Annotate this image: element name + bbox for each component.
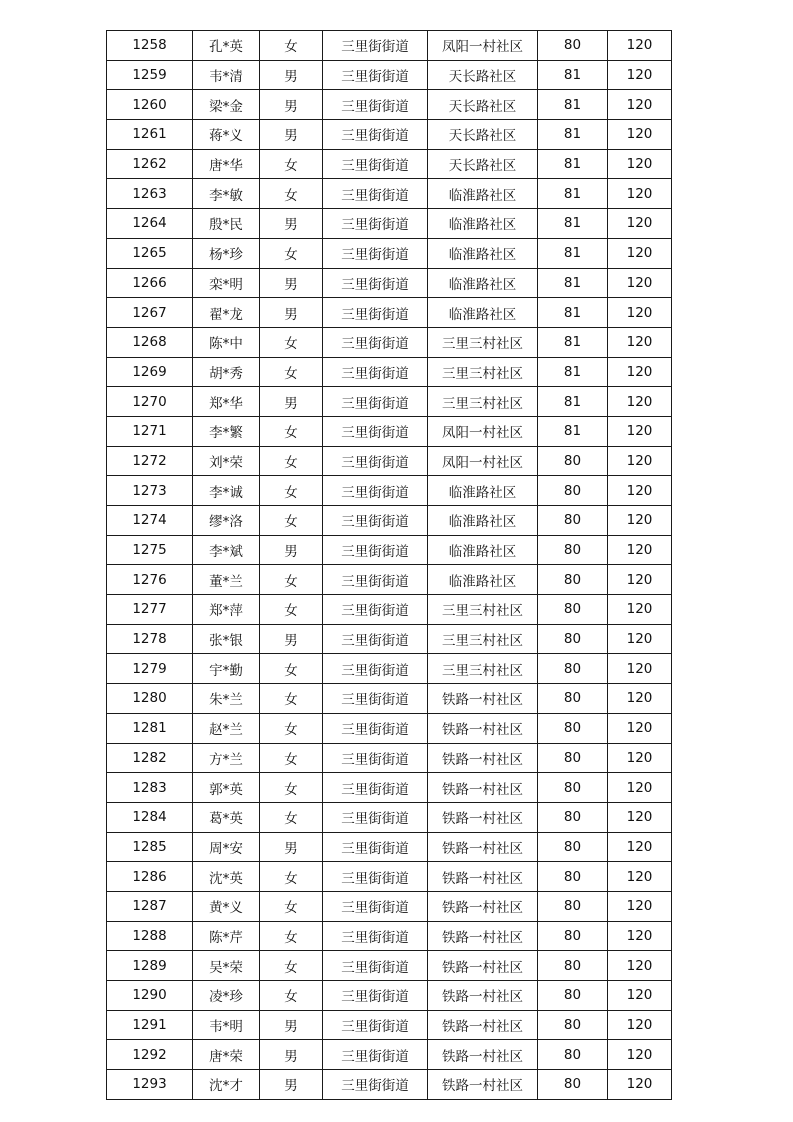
age-cell: 81 xyxy=(538,238,608,268)
table-row xyxy=(107,743,672,773)
street-cell: 三里街街道 xyxy=(323,565,428,595)
amount-cell: 120 xyxy=(608,120,672,150)
table-row xyxy=(107,120,672,150)
serial-cell: 1272 xyxy=(107,446,193,476)
community-cell: 铁路一村社区 xyxy=(428,743,538,773)
table-row xyxy=(107,416,672,446)
street-cell: 三里街街道 xyxy=(323,684,428,714)
table-row xyxy=(107,832,672,862)
street-cell: 三里街街道 xyxy=(323,773,428,803)
name-cell: 郑*华 xyxy=(193,387,260,417)
name-cell: 吴*荣 xyxy=(193,951,260,981)
table-row xyxy=(107,209,672,239)
street-cell: 三里街街道 xyxy=(323,416,428,446)
gender-cell: 女 xyxy=(260,802,323,832)
name-cell: 刘*荣 xyxy=(193,446,260,476)
community-cell: 铁路一村社区 xyxy=(428,891,538,921)
name-cell: 黄*义 xyxy=(193,891,260,921)
table-row xyxy=(107,476,672,506)
table-row xyxy=(107,268,672,298)
street-cell: 三里街街道 xyxy=(323,951,428,981)
amount-cell: 120 xyxy=(608,60,672,90)
name-cell: 沈*才 xyxy=(193,1070,260,1100)
age-cell: 80 xyxy=(538,713,608,743)
name-cell: 李*繁 xyxy=(193,416,260,446)
gender-cell: 女 xyxy=(260,654,323,684)
name-cell: 胡*秀 xyxy=(193,357,260,387)
name-cell: 李*斌 xyxy=(193,535,260,565)
street-cell: 三里街街道 xyxy=(323,446,428,476)
street-cell: 三里街街道 xyxy=(323,268,428,298)
table-row xyxy=(107,327,672,357)
name-cell: 蒋*义 xyxy=(193,120,260,150)
amount-cell: 120 xyxy=(608,595,672,625)
amount-cell: 120 xyxy=(608,31,672,61)
street-cell: 三里街街道 xyxy=(323,298,428,328)
community-cell: 铁路一村社区 xyxy=(428,684,538,714)
community-cell: 铁路一村社区 xyxy=(428,1070,538,1100)
age-cell: 81 xyxy=(538,209,608,239)
age-cell: 80 xyxy=(538,684,608,714)
table-row xyxy=(107,535,672,565)
street-cell: 三里街街道 xyxy=(323,1070,428,1100)
subsidy-list-table xyxy=(106,30,672,1100)
street-cell: 三里街街道 xyxy=(323,921,428,951)
amount-cell: 120 xyxy=(608,891,672,921)
amount-cell: 120 xyxy=(608,802,672,832)
gender-cell: 女 xyxy=(260,773,323,803)
age-cell: 80 xyxy=(538,1040,608,1070)
table-row xyxy=(107,1040,672,1070)
table-row xyxy=(107,565,672,595)
age-cell: 80 xyxy=(538,31,608,61)
serial-cell: 1282 xyxy=(107,743,193,773)
gender-cell: 女 xyxy=(260,357,323,387)
street-cell: 三里街街道 xyxy=(323,60,428,90)
name-cell: 董*兰 xyxy=(193,565,260,595)
serial-cell: 1287 xyxy=(107,891,193,921)
table-row xyxy=(107,446,672,476)
table-row xyxy=(107,506,672,536)
serial-cell: 1265 xyxy=(107,238,193,268)
gender-cell: 女 xyxy=(260,416,323,446)
gender-cell: 女 xyxy=(260,684,323,714)
community-cell: 临淮路社区 xyxy=(428,209,538,239)
gender-cell: 女 xyxy=(260,31,323,61)
street-cell: 三里街街道 xyxy=(323,1040,428,1070)
name-cell: 朱*兰 xyxy=(193,684,260,714)
age-cell: 80 xyxy=(538,773,608,803)
name-cell: 赵*兰 xyxy=(193,713,260,743)
serial-cell: 1286 xyxy=(107,862,193,892)
gender-cell: 女 xyxy=(260,862,323,892)
name-cell: 张*银 xyxy=(193,624,260,654)
serial-cell: 1266 xyxy=(107,268,193,298)
street-cell: 三里街街道 xyxy=(323,209,428,239)
gender-cell: 女 xyxy=(260,446,323,476)
serial-cell: 1280 xyxy=(107,684,193,714)
serial-cell: 1293 xyxy=(107,1070,193,1100)
serial-cell: 1291 xyxy=(107,1010,193,1040)
table-row xyxy=(107,624,672,654)
street-cell: 三里街街道 xyxy=(323,149,428,179)
table-row xyxy=(107,1010,672,1040)
name-cell: 郭*英 xyxy=(193,773,260,803)
community-cell: 天长路社区 xyxy=(428,120,538,150)
gender-cell: 男 xyxy=(260,1010,323,1040)
age-cell: 81 xyxy=(538,416,608,446)
age-cell: 81 xyxy=(538,90,608,120)
community-cell: 铁路一村社区 xyxy=(428,773,538,803)
serial-cell: 1276 xyxy=(107,565,193,595)
gender-cell: 男 xyxy=(260,832,323,862)
community-cell: 凤阳一村社区 xyxy=(428,31,538,61)
community-cell: 铁路一村社区 xyxy=(428,981,538,1011)
name-cell: 葛*英 xyxy=(193,802,260,832)
amount-cell: 120 xyxy=(608,981,672,1011)
street-cell: 三里街街道 xyxy=(323,743,428,773)
name-cell: 方*兰 xyxy=(193,743,260,773)
serial-cell: 1281 xyxy=(107,713,193,743)
gender-cell: 男 xyxy=(260,387,323,417)
table-row xyxy=(107,921,672,951)
name-cell: 宇*勤 xyxy=(193,654,260,684)
gender-cell: 男 xyxy=(260,209,323,239)
community-cell: 凤阳一村社区 xyxy=(428,416,538,446)
amount-cell: 120 xyxy=(608,684,672,714)
amount-cell: 120 xyxy=(608,535,672,565)
amount-cell: 120 xyxy=(608,327,672,357)
age-cell: 81 xyxy=(538,149,608,179)
gender-cell: 女 xyxy=(260,713,323,743)
name-cell: 凌*珍 xyxy=(193,981,260,1011)
serial-cell: 1285 xyxy=(107,832,193,862)
amount-cell: 120 xyxy=(608,209,672,239)
street-cell: 三里街街道 xyxy=(323,624,428,654)
serial-cell: 1278 xyxy=(107,624,193,654)
community-cell: 铁路一村社区 xyxy=(428,713,538,743)
table-row xyxy=(107,1070,672,1100)
community-cell: 三里三村社区 xyxy=(428,654,538,684)
amount-cell: 120 xyxy=(608,268,672,298)
name-cell: 唐*华 xyxy=(193,149,260,179)
street-cell: 三里街街道 xyxy=(323,357,428,387)
amount-cell: 120 xyxy=(608,357,672,387)
table-row xyxy=(107,387,672,417)
community-cell: 临淮路社区 xyxy=(428,506,538,536)
table-row xyxy=(107,862,672,892)
table-row xyxy=(107,773,672,803)
gender-cell: 女 xyxy=(260,565,323,595)
age-cell: 80 xyxy=(538,624,608,654)
name-cell: 李*敏 xyxy=(193,179,260,209)
amount-cell: 120 xyxy=(608,298,672,328)
community-cell: 临淮路社区 xyxy=(428,179,538,209)
serial-cell: 1275 xyxy=(107,535,193,565)
street-cell: 三里街街道 xyxy=(323,862,428,892)
community-cell: 三里三村社区 xyxy=(428,357,538,387)
table-row xyxy=(107,60,672,90)
serial-cell: 1290 xyxy=(107,981,193,1011)
gender-cell: 女 xyxy=(260,506,323,536)
table-row xyxy=(107,179,672,209)
street-cell: 三里街街道 xyxy=(323,31,428,61)
table-row xyxy=(107,951,672,981)
serial-cell: 1271 xyxy=(107,416,193,446)
age-cell: 80 xyxy=(538,565,608,595)
community-cell: 临淮路社区 xyxy=(428,268,538,298)
community-cell: 临淮路社区 xyxy=(428,476,538,506)
name-cell: 杨*珍 xyxy=(193,238,260,268)
age-cell: 80 xyxy=(538,506,608,536)
age-cell: 81 xyxy=(538,387,608,417)
table-row xyxy=(107,238,672,268)
age-cell: 80 xyxy=(538,1010,608,1040)
gender-cell: 女 xyxy=(260,149,323,179)
table-row xyxy=(107,981,672,1011)
community-cell: 铁路一村社区 xyxy=(428,802,538,832)
community-cell: 铁路一村社区 xyxy=(428,1010,538,1040)
street-cell: 三里街街道 xyxy=(323,387,428,417)
name-cell: 韦*清 xyxy=(193,60,260,90)
table-row xyxy=(107,595,672,625)
name-cell: 殷*民 xyxy=(193,209,260,239)
street-cell: 三里街街道 xyxy=(323,654,428,684)
gender-cell: 女 xyxy=(260,743,323,773)
serial-cell: 1268 xyxy=(107,327,193,357)
gender-cell: 女 xyxy=(260,327,323,357)
amount-cell: 120 xyxy=(608,713,672,743)
serial-cell: 1262 xyxy=(107,149,193,179)
serial-cell: 1284 xyxy=(107,802,193,832)
serial-cell: 1264 xyxy=(107,209,193,239)
amount-cell: 120 xyxy=(608,179,672,209)
gender-cell: 男 xyxy=(260,1040,323,1070)
table-row xyxy=(107,802,672,832)
age-cell: 80 xyxy=(538,862,608,892)
amount-cell: 120 xyxy=(608,832,672,862)
serial-cell: 1259 xyxy=(107,60,193,90)
name-cell: 沈*英 xyxy=(193,862,260,892)
age-cell: 80 xyxy=(538,535,608,565)
community-cell: 铁路一村社区 xyxy=(428,951,538,981)
amount-cell: 120 xyxy=(608,862,672,892)
gender-cell: 女 xyxy=(260,951,323,981)
age-cell: 80 xyxy=(538,921,608,951)
community-cell: 三里三村社区 xyxy=(428,595,538,625)
amount-cell: 120 xyxy=(608,446,672,476)
street-cell: 三里街街道 xyxy=(323,535,428,565)
gender-cell: 男 xyxy=(260,60,323,90)
age-cell: 80 xyxy=(538,802,608,832)
age-cell: 80 xyxy=(538,1070,608,1100)
street-cell: 三里街街道 xyxy=(323,238,428,268)
age-cell: 80 xyxy=(538,891,608,921)
amount-cell: 120 xyxy=(608,624,672,654)
table-row xyxy=(107,357,672,387)
gender-cell: 男 xyxy=(260,624,323,654)
community-cell: 凤阳一村社区 xyxy=(428,446,538,476)
age-cell: 81 xyxy=(538,357,608,387)
community-cell: 铁路一村社区 xyxy=(428,832,538,862)
street-cell: 三里街街道 xyxy=(323,713,428,743)
name-cell: 栾*明 xyxy=(193,268,260,298)
gender-cell: 女 xyxy=(260,595,323,625)
amount-cell: 120 xyxy=(608,238,672,268)
community-cell: 天长路社区 xyxy=(428,60,538,90)
name-cell: 韦*明 xyxy=(193,1010,260,1040)
amount-cell: 120 xyxy=(608,743,672,773)
serial-cell: 1277 xyxy=(107,595,193,625)
age-cell: 81 xyxy=(538,298,608,328)
amount-cell: 120 xyxy=(608,951,672,981)
age-cell: 80 xyxy=(538,446,608,476)
serial-cell: 1261 xyxy=(107,120,193,150)
community-cell: 三里三村社区 xyxy=(428,387,538,417)
table-body xyxy=(107,31,672,1100)
serial-cell: 1269 xyxy=(107,357,193,387)
age-cell: 80 xyxy=(538,743,608,773)
serial-cell: 1288 xyxy=(107,921,193,951)
gender-cell: 女 xyxy=(260,921,323,951)
serial-cell: 1263 xyxy=(107,179,193,209)
table-row xyxy=(107,654,672,684)
table-row xyxy=(107,31,672,61)
age-cell: 81 xyxy=(538,60,608,90)
serial-cell: 1258 xyxy=(107,31,193,61)
gender-cell: 男 xyxy=(260,120,323,150)
street-cell: 三里街街道 xyxy=(323,90,428,120)
community-cell: 铁路一村社区 xyxy=(428,921,538,951)
age-cell: 81 xyxy=(538,327,608,357)
name-cell: 陈*芹 xyxy=(193,921,260,951)
community-cell: 临淮路社区 xyxy=(428,298,538,328)
age-cell: 80 xyxy=(538,981,608,1011)
street-cell: 三里街街道 xyxy=(323,595,428,625)
gender-cell: 女 xyxy=(260,891,323,921)
gender-cell: 男 xyxy=(260,268,323,298)
age-cell: 80 xyxy=(538,476,608,506)
serial-cell: 1289 xyxy=(107,951,193,981)
age-cell: 81 xyxy=(538,179,608,209)
serial-cell: 1283 xyxy=(107,773,193,803)
name-cell: 李*诚 xyxy=(193,476,260,506)
community-cell: 临淮路社区 xyxy=(428,535,538,565)
name-cell: 翟*龙 xyxy=(193,298,260,328)
street-cell: 三里街街道 xyxy=(323,1010,428,1040)
amount-cell: 120 xyxy=(608,1070,672,1100)
serial-cell: 1267 xyxy=(107,298,193,328)
serial-cell: 1270 xyxy=(107,387,193,417)
street-cell: 三里街街道 xyxy=(323,891,428,921)
table-row xyxy=(107,684,672,714)
community-cell: 铁路一村社区 xyxy=(428,1040,538,1070)
gender-cell: 男 xyxy=(260,1070,323,1100)
street-cell: 三里街街道 xyxy=(323,476,428,506)
serial-cell: 1273 xyxy=(107,476,193,506)
name-cell: 梁*金 xyxy=(193,90,260,120)
community-cell: 临淮路社区 xyxy=(428,238,538,268)
community-cell: 天长路社区 xyxy=(428,149,538,179)
name-cell: 孔*英 xyxy=(193,31,260,61)
community-cell: 天长路社区 xyxy=(428,90,538,120)
amount-cell: 120 xyxy=(608,773,672,803)
gender-cell: 女 xyxy=(260,981,323,1011)
gender-cell: 男 xyxy=(260,90,323,120)
amount-cell: 120 xyxy=(608,1010,672,1040)
age-cell: 80 xyxy=(538,951,608,981)
community-cell: 三里三村社区 xyxy=(428,327,538,357)
table-row xyxy=(107,713,672,743)
serial-cell: 1260 xyxy=(107,90,193,120)
amount-cell: 120 xyxy=(608,565,672,595)
age-cell: 80 xyxy=(538,654,608,684)
serial-cell: 1292 xyxy=(107,1040,193,1070)
amount-cell: 120 xyxy=(608,387,672,417)
gender-cell: 男 xyxy=(260,535,323,565)
name-cell: 郑*萍 xyxy=(193,595,260,625)
street-cell: 三里街街道 xyxy=(323,327,428,357)
serial-cell: 1274 xyxy=(107,506,193,536)
gender-cell: 女 xyxy=(260,238,323,268)
amount-cell: 120 xyxy=(608,90,672,120)
amount-cell: 120 xyxy=(608,654,672,684)
name-cell: 唐*荣 xyxy=(193,1040,260,1070)
community-cell: 临淮路社区 xyxy=(428,565,538,595)
gender-cell: 女 xyxy=(260,179,323,209)
street-cell: 三里街街道 xyxy=(323,832,428,862)
amount-cell: 120 xyxy=(608,921,672,951)
community-cell: 铁路一村社区 xyxy=(428,862,538,892)
street-cell: 三里街街道 xyxy=(323,981,428,1011)
name-cell: 陈*中 xyxy=(193,327,260,357)
serial-cell: 1279 xyxy=(107,654,193,684)
age-cell: 80 xyxy=(538,595,608,625)
street-cell: 三里街街道 xyxy=(323,802,428,832)
street-cell: 三里街街道 xyxy=(323,120,428,150)
table-row xyxy=(107,90,672,120)
table-row xyxy=(107,149,672,179)
street-cell: 三里街街道 xyxy=(323,179,428,209)
street-cell: 三里街街道 xyxy=(323,506,428,536)
name-cell: 缪*洛 xyxy=(193,506,260,536)
table-row xyxy=(107,298,672,328)
name-cell: 周*安 xyxy=(193,832,260,862)
age-cell: 81 xyxy=(538,268,608,298)
amount-cell: 120 xyxy=(608,149,672,179)
amount-cell: 120 xyxy=(608,506,672,536)
age-cell: 81 xyxy=(538,120,608,150)
amount-cell: 120 xyxy=(608,476,672,506)
amount-cell: 120 xyxy=(608,1040,672,1070)
amount-cell: 120 xyxy=(608,416,672,446)
gender-cell: 女 xyxy=(260,476,323,506)
community-cell: 三里三村社区 xyxy=(428,624,538,654)
age-cell: 80 xyxy=(538,832,608,862)
gender-cell: 男 xyxy=(260,298,323,328)
table-row xyxy=(107,891,672,921)
